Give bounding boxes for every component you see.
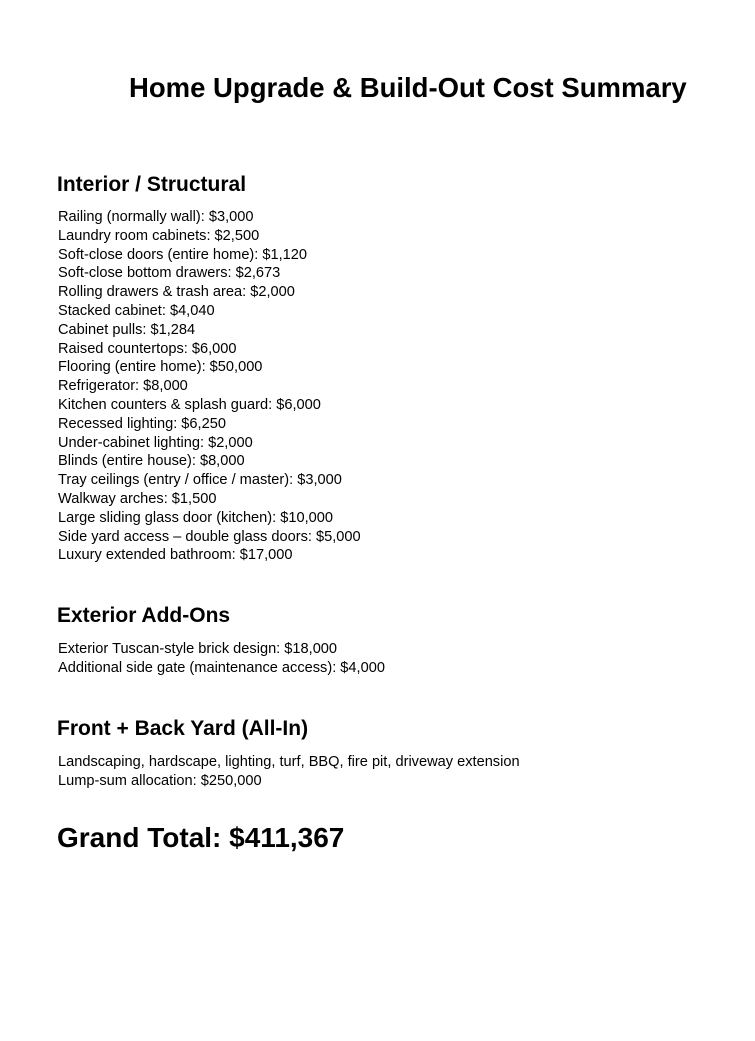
list-item: Raised countertops: $6,000 [58, 340, 237, 357]
list-item: Stacked cabinet: $4,040 [58, 302, 215, 319]
list-item: Lump-sum allocation: $250,000 [58, 772, 262, 789]
list-item: Rolling drawers & trash area: $2,000 [58, 284, 295, 301]
list-item: Large sliding glass door (kitchen): $10,000 [58, 509, 334, 526]
grand-total: Grand Total: $411,367 [57, 822, 345, 853]
list-item: Kitchen counters & splash guard: $6,000 [58, 396, 321, 413]
list-item: Side yard access – double glass doors: $5,000 [58, 528, 361, 545]
list-item: Soft-close doors (entire home): $1,120 [58, 246, 308, 263]
list-item: Tray ceilings (entry / office / master): $3,000 [58, 472, 342, 489]
list-item: Laundry room cabinets: $2,500 [58, 227, 260, 244]
list-item: Walkway arches: $1,500 [58, 490, 217, 507]
item-list-interior [58, 208, 361, 565]
list-item: Landscaping, hardscape, lighting, turf, BBQ, fire pit, driveway extension [58, 754, 520, 770]
list-item: Refrigerator: $8,000 [58, 378, 188, 395]
section-heading-interior: Interior / Structural [57, 173, 247, 196]
list-item: Railing (normally wall): $3,000 [58, 209, 254, 225]
page-title: Home Upgrade & Build-Out Cost Summary [129, 72, 687, 103]
section-heading-yard: Front + Back Yard (All-In) [57, 717, 309, 740]
section-heading-exterior: Exterior Add-Ons [57, 604, 231, 627]
list-item: Flooring (entire home): $50,000 [58, 359, 263, 376]
list-item: Luxury extended bathroom: $17,000 [58, 547, 293, 564]
list-item: Under-cabinet lighting: $2,000 [58, 434, 253, 451]
list-item: Recessed lighting: $6,250 [58, 415, 226, 432]
list-item: Additional side gate (maintenance access): $4,000 [58, 659, 385, 676]
item-list-yard [58, 753, 520, 791]
list-item: Exterior Tuscan-style brick design: $18,000 [58, 641, 338, 657]
list-item: Soft-close bottom drawers: $2,673 [58, 265, 281, 282]
item-list-exterior [58, 640, 385, 678]
list-item: Cabinet pulls: $1,284 [58, 321, 196, 338]
list-item: Blinds (entire house): $8,000 [58, 453, 245, 470]
